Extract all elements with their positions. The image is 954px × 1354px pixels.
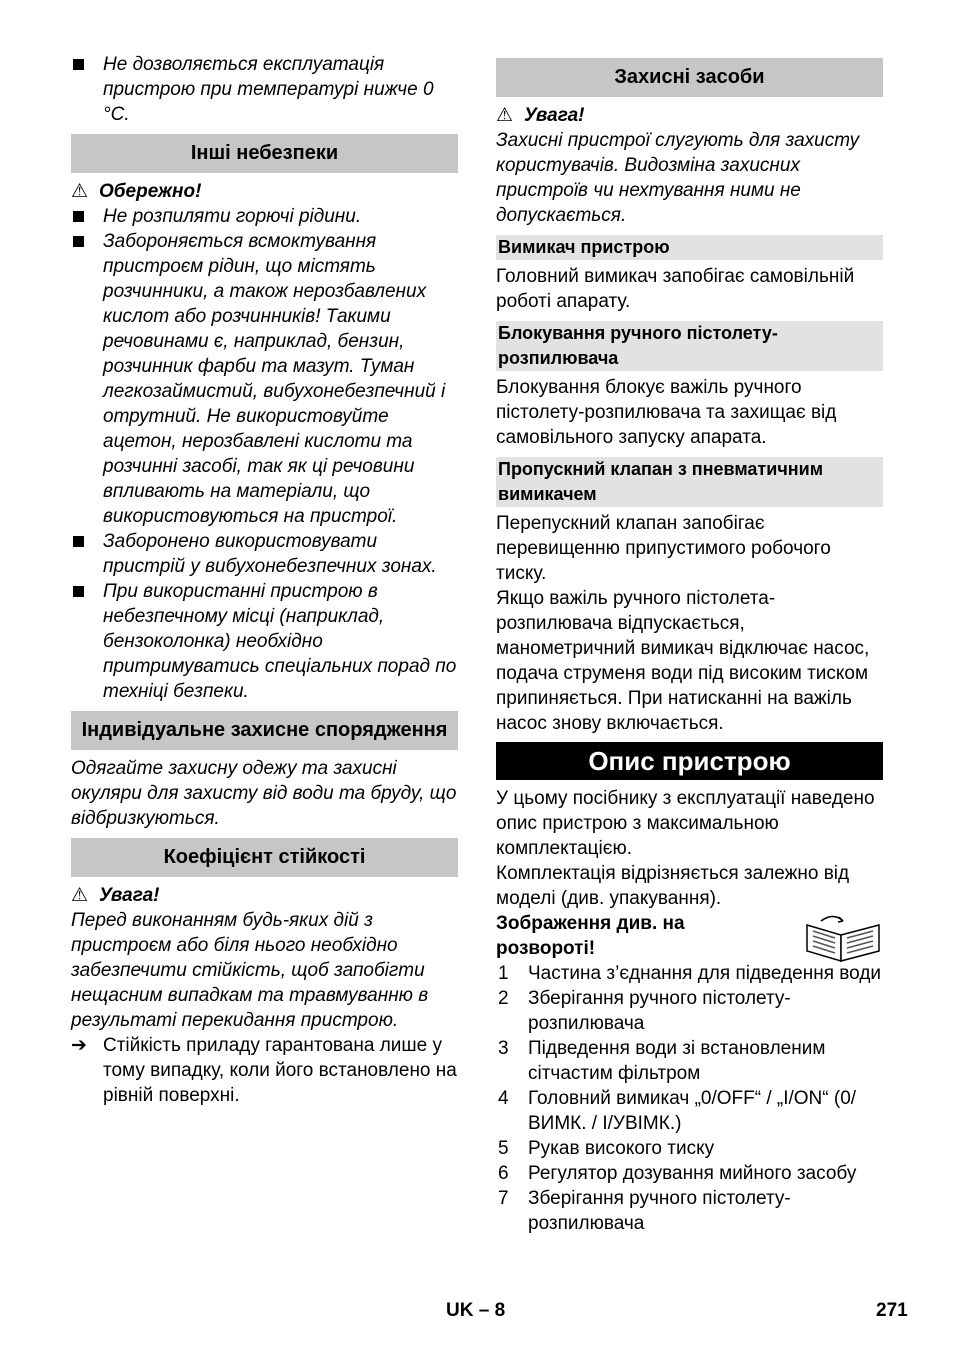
list-item: 5 Рукав високого тиску <box>498 1138 715 1159</box>
list-item: Забороняється всмоктування пристроєм рідин, що містять розчинники, а також нерозбавлених кислот або розчинників! Такими речовинами є, наприклад, бензин, розчинник фарби та мазут. Туман легкозаймистий, вибухонебезпечний і отрутний. Не використовуйте ацетон, нерозбавлені кислоти та розчинні засобі, так як ці речовини впливають на матеріали, що використовуються на пристрої. <box>71 229 458 529</box>
see-images-row <box>496 911 883 961</box>
bypass-heading: Пропускний клапан з пневматичним вимикачем <box>496 457 883 507</box>
open-book-icon <box>803 913 883 963</box>
footer-section-label: UK – 8 <box>446 1300 506 1321</box>
switch-text: Головний вимикач запобігає самовільній роботі апарату. <box>496 266 855 312</box>
stability-heading: Коефіцієнт стійкості <box>71 838 458 877</box>
warning-triangle-icon: ⚠ <box>71 181 89 202</box>
protective-text: Захисні пристрої слугують для захисту користувачів. Видозміна захисних пристроїв чи нехтування ними не допускається. <box>496 130 860 226</box>
description-title: Опис пристрою <box>496 742 883 780</box>
gun-lock-heading: Блокування ручного пістолету-розпилювача <box>496 321 883 371</box>
see-images-note: Зображення див. на розвороті! <box>496 913 685 959</box>
left-column <box>71 52 458 1108</box>
bypass-text-1: Перепускний клапан запобігає перевищенню припустимого робочого тиску. <box>496 513 831 584</box>
ppe-text: Одягайте захисну одежу та захисні окуляри для захисту від води та бруду, що відбризкуються. <box>71 758 457 829</box>
list-item: 6 Регулятор дозування мийного засобу <box>498 1163 857 1184</box>
top-bullet-list <box>71 52 458 127</box>
list-item: 7 Зберігання ручного пістолету-розпилювача <box>498 1188 791 1234</box>
right-column <box>496 52 883 1236</box>
gun-lock-text: Блокування блокує важіль ручного пістолету-розпилювача та захищає від самовільного запуску апарата. <box>496 377 837 448</box>
other-hazards-heading: Інші небезпеки <box>71 134 458 173</box>
list-item: Не розпиляти горючі рідини. <box>71 204 458 229</box>
description-text-2: Комплектація відрізняється залежно від моделі (див. упакування). <box>496 863 850 909</box>
list-item: Не дозволяється експлуатація пристрою при температурі нижче 0 °C. <box>71 52 458 127</box>
caution-note: ⚠ Обережно! <box>71 181 202 202</box>
list-item: 2 Зберігання ручного пістолету-розпилювача <box>498 988 791 1034</box>
square-bullet-icon <box>73 59 84 70</box>
square-bullet-icon <box>73 236 84 247</box>
switch-heading: Вимикач пристрою <box>496 235 883 260</box>
parts-list <box>496 961 883 1236</box>
list-item: 1 Частина з’єднання для підведення води <box>498 963 882 984</box>
warning-triangle-icon: ⚠ <box>496 105 514 126</box>
description-text-1: У цьому посібнику з експлуатації наведено опис пристрою з максимальною комплектацією. <box>496 788 875 859</box>
list-item: Заборонено використовувати пристрій у вибухонебезпечних зонах. <box>71 529 458 579</box>
page-number: 271 <box>876 1300 908 1321</box>
list-item: При використанні пристрою в небезпечному місці (наприклад, бензоколонка) необхідно притримуватись спеціальних порад по техніці безпеки. <box>71 579 458 704</box>
arrow-list-item: ➔ Стійкість приладу гарантована лише у тому випадку, коли його встановлено на рівній поверхні. <box>71 1035 457 1106</box>
warning-triangle-icon: ⚠ <box>71 885 89 906</box>
list-item: 4 Головний вимикач „0/OFF“ / „I/ON“ (0/ВИМК. / I/УВІМК.) <box>498 1088 857 1134</box>
ppe-heading: Індивідуальне захисне спорядження <box>71 711 458 750</box>
list-item: 3 Підведення води зі встановленим сітчастим фільтром <box>498 1038 826 1084</box>
square-bullet-icon <box>73 211 84 222</box>
arrow-right-icon: ➔ <box>71 1035 87 1056</box>
stability-text: Перед виконанням будь-яких дій з пристроєм або біля нього необхідно забезпечити стійкість, щоб запобігти нещасним випадкам та травмуванню в результаті перекидання пристрою. <box>71 910 429 1031</box>
warning-note: ⚠ Увага! <box>496 105 585 126</box>
square-bullet-icon <box>73 586 84 597</box>
square-bullet-icon <box>73 536 84 547</box>
protective-heading: Захисні засоби <box>496 58 883 97</box>
warning-note: ⚠ Увага! <box>71 885 160 906</box>
hazard-bullet-list <box>71 204 458 704</box>
bypass-text-2: Якщо важіль ручного пістолета-розпилювача відпускається, манометричний вимикач відключає насос, подача струменя води під високим тиском припиняється. При натисканні на важіль насос знову включається. <box>496 588 870 734</box>
